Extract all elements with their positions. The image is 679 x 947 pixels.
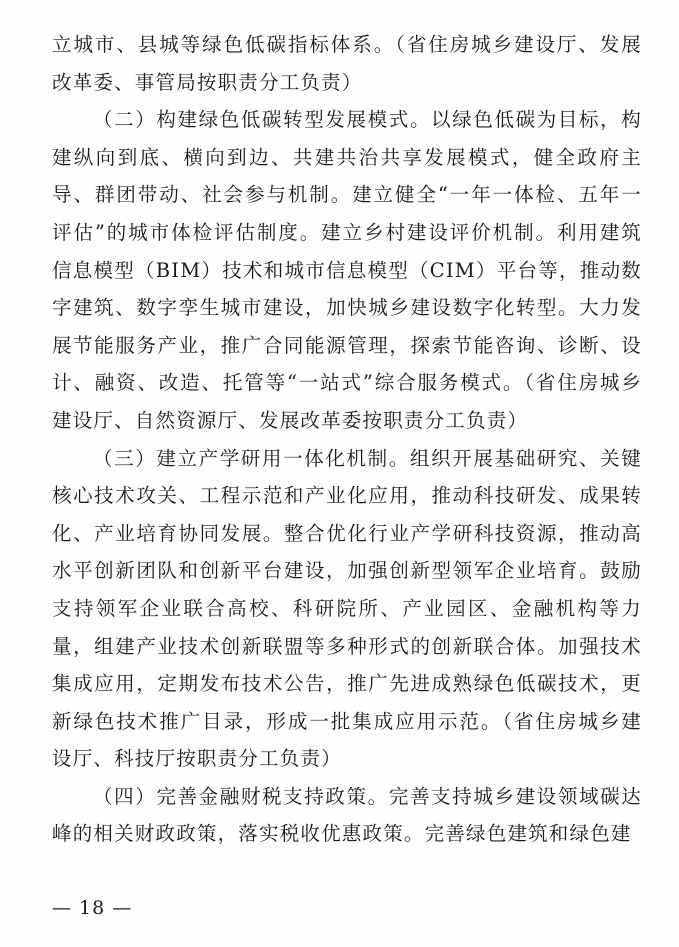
- paragraph-section-2: （二）构建绿色低碳转型发展模式。以绿色低碳为目标，构建纵向到底、横向到边、共建共治共享发展模式，健全政府主导、群团带动、社会参与机制。建立健全“一年一体检、五年一评估”的城市体检评估制度。建立乡村建设评价机制。利用建筑信息模型（BIM）技术和城市信息模型（CIM）平台等，推动数字建筑、数字孪生城市建设，加快城乡建设数字化转型。大力发展节能服务产业，推广合同能源管理，探索节能咨询、诊断、设计、融资、改造、托管等“一站式”综合服务模式。（省住房城乡建设厅、自然资源厅、发展改革委按职责分工负责）: [52, 108, 642, 432]
- paragraph-continuation: 立城市、县城等绿色低碳指标体系。（省住房城乡建设厅、发展改革委、事管局按职责分工负责）: [52, 33, 642, 94]
- paragraph-section-4: （四）完善金融财税支持政策。完善支持城乡建设领域碳达峰的相关财政政策，落实税收优惠政策。完善绿色建筑和绿色建: [52, 784, 642, 846]
- body-text: [52, 26, 642, 853]
- page-number: — 18 —: [52, 897, 133, 919]
- paragraph-section-3: （三）建立产学研用一体化机制。组织开展基础研究、关键核心技术攻关、工程示范和产业化应用，推动科技研发、成果转化、产业培育协同发展。整合优化行业产学研科技资源，推动高水平创新团队和创新平台建设，加强创新型领军企业培育。鼓励支持领军企业联合高校、科研院所、产业园区、金融机构等力量，组建产业技术创新联盟等多种形式的创新联合体。加强技术集成应用，定期发布技术公告，推广先进成熟绿色低碳技术，更新绿色技术推广目录，形成一批集成应用示范。（省住房城乡建设厅、科技厅按职责分工负责）: [52, 446, 642, 771]
